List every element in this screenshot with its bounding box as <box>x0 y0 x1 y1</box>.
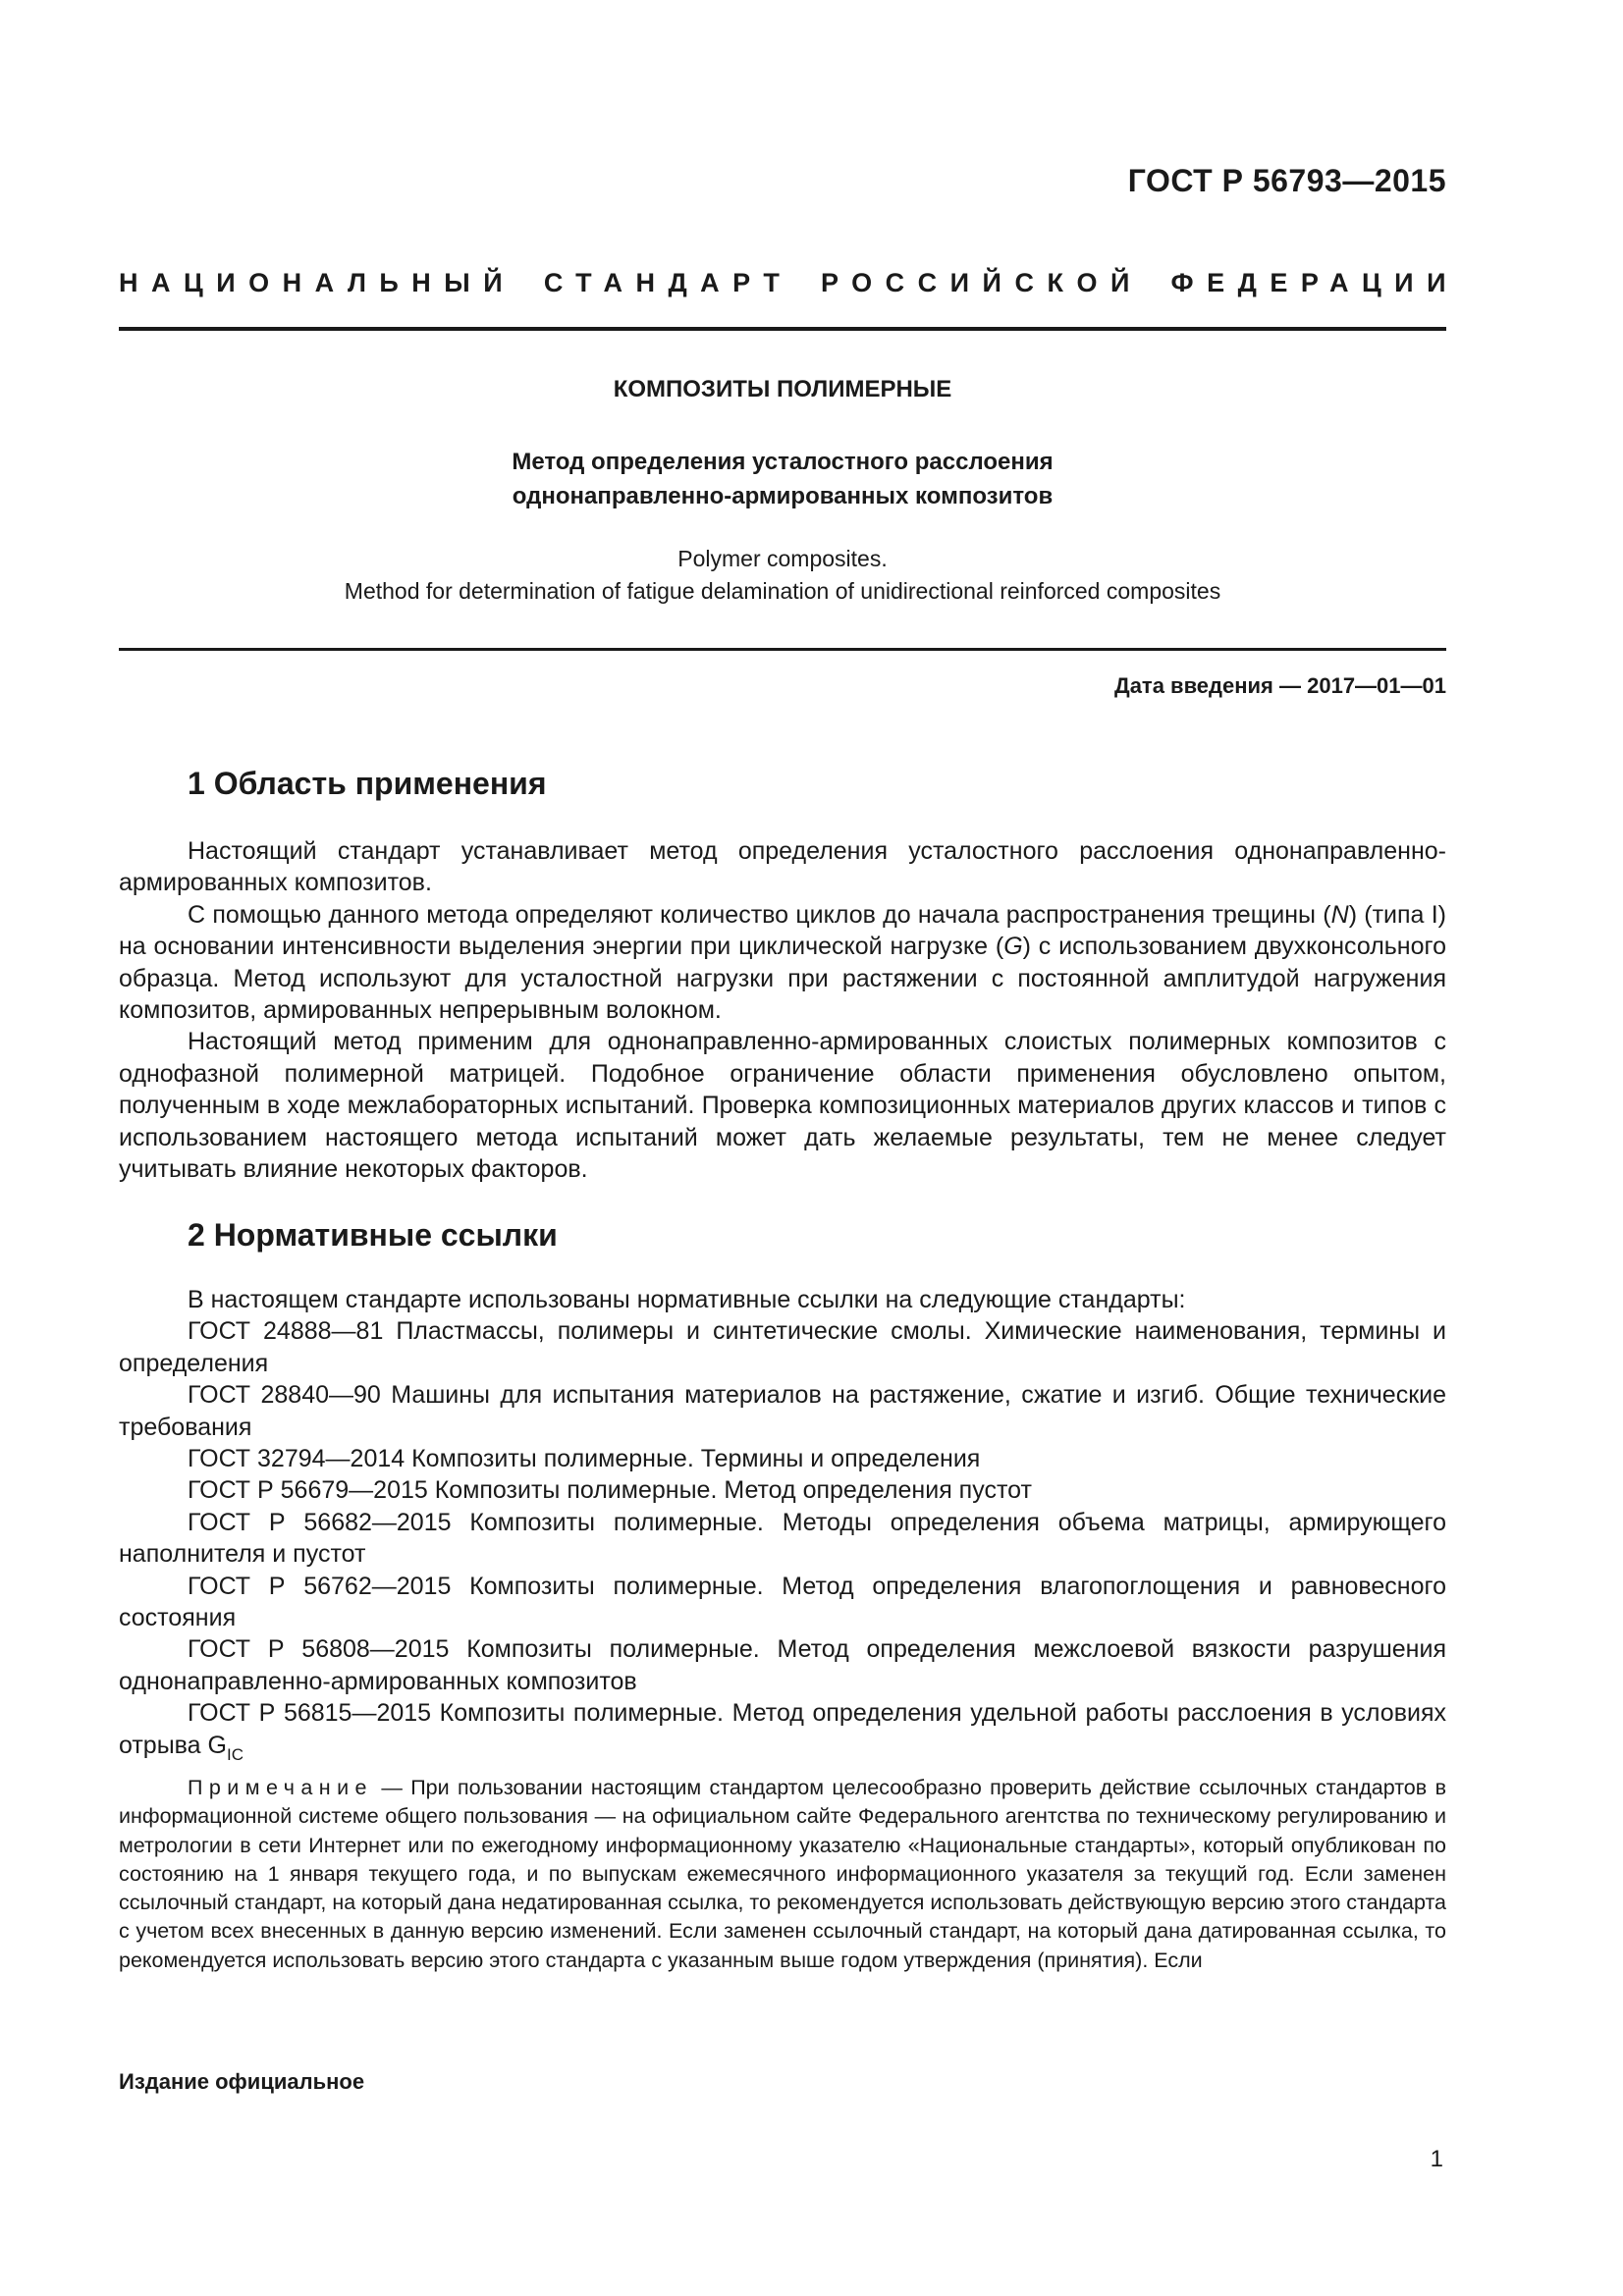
section-scope-body <box>119 835 1446 1185</box>
subtitle-line: Метод определения усталостного расслоения <box>512 449 1054 475</box>
note-label: Примечание <box>188 1776 373 1799</box>
paragraph: В настоящем стандарте использованы нормативные ссылки на следующие стандарты: <box>188 1286 1186 1313</box>
english-title-line: Method for determination of fatigue delamination of unidirectional reinforced composites <box>344 578 1221 604</box>
english-title <box>119 543 1446 608</box>
document-subtitle <box>119 445 1446 513</box>
reference-item: ГОСТ 32794—2014 Композиты полимерные. Термины и определения <box>188 1445 981 1473</box>
reference-item: ГОСТ Р 56682—2015 Композиты полимерные. Методы определения объема матрицы, армирующего наполнителя и пустот <box>119 1508 1446 1569</box>
banner-word: ФЕДЕРАЦИИ <box>1170 268 1459 297</box>
standard-code: ГОСТ Р 56793—2015 <box>1127 163 1446 198</box>
paragraph: Настоящий стандарт устанавливает метод определения усталостного расслоения однонаправленно-армированных композитов. <box>119 837 1446 897</box>
banner-word: НАЦИОНАЛЬНЫЙ <box>119 268 516 297</box>
reference-item: ГОСТ Р 56762—2015 Композиты полимерные. Метод определения влагопоглощения и равновесного состояния <box>119 1572 1446 1632</box>
banner-word: СТАНДАРТ <box>543 268 793 297</box>
paragraph: С помощью данного метода определяют количество циклов до начала распространения трещины (N) (типа I) на основании интенсивности выделения энергии при циклической нагрузке (G) с использованием двухконсольного образца. Метод используют для усталостной нагрузки при растяжении с постоянной амплитудой нагружения композитов, армированных непрерывным волокном. <box>119 900 1446 1025</box>
reference-item: ГОСТ Р 56679—2015 Композиты полимерные. Метод определения пустот <box>188 1476 1032 1505</box>
section-heading-references: 2 Нормативные ссылки <box>188 1217 558 1253</box>
header-rule <box>119 327 1446 331</box>
page-number: 1 <box>1430 2146 1443 2172</box>
note-block <box>119 1774 1446 1975</box>
subtitle-line: однонаправленно-армированных композитов <box>512 483 1054 509</box>
reference-item: ГОСТ 24888—81 Пластмассы, полимеры и синтетические смолы. Химические наименования, термины и определения <box>119 1317 1446 1377</box>
reference-item: ГОСТ 28840—90 Машины для испытания материалов на растяжение, сжатие и изгиб. Общие технические требования <box>119 1381 1446 1441</box>
reference-item: ГОСТ Р 56808—2015 Композиты полимерные. Метод определения межслоевой вязкости разрушения однонаправленно-армированных композитов <box>119 1635 1446 1695</box>
section-heading-scope: 1 Область применения <box>188 766 547 801</box>
title-rule <box>119 648 1446 651</box>
english-title-line: Polymer composites. <box>677 546 888 571</box>
introduction-date: Дата введения — 2017—01—01 <box>1114 673 1446 698</box>
banner-word: РОССИЙСКОЙ <box>821 268 1143 297</box>
note-text: — При пользовании настоящим стандартом целесообразно проверить действие ссылочных стандартов в информационной системе общего пользования — на официальном сайте Федерального агентства по техническому регулированию и метрологии в сети Интернет или по ежегодному информационному указателю «Национальные стандарты», который опубликован по состоянию на 1 января текущего года, и по выпускам ежемесячного информационного указателя за текущий год. Если заменен ссылочный стандарт, на который дана недатированная ссылка, то рекомендуется использовать действующую версию этого стандарта с учетом всех внесенных в данную версию изменений. Если заменен ссылочный стандарт, на который дана датированная ссылка, то рекомендуется использовать версию этого стандарта с указанным выше годом утверждения (принятия). Если <box>119 1776 1447 1972</box>
reference-item: ГОСТ Р 56815—2015 Композиты полимерные. Метод определения удельной работы расслоения в условиях отрыва $G_{IC}$ <box>119 1699 1446 1764</box>
official-edition-label: Издание официальное <box>119 2069 365 2094</box>
paragraph: Настоящий метод применим для однонаправленно-армированных слоистых полимерных композитов с однофазной полимерной матрицей. Подобное ограничение области применения обусловлено опытом, полученным в ходе межлабораторных испытаний. Проверка композиционных материалов других классов и типов с использованием настоящего метода испытаний может дать желаемые результаты, тем не менее следует учитывать влияние некоторых факторов. <box>119 1028 1446 1184</box>
national-standard-banner <box>119 268 1459 298</box>
document-title: КОМПОЗИТЫ ПОЛИМЕРНЫЕ <box>613 376 952 402</box>
section-references-body <box>119 1284 1446 1771</box>
